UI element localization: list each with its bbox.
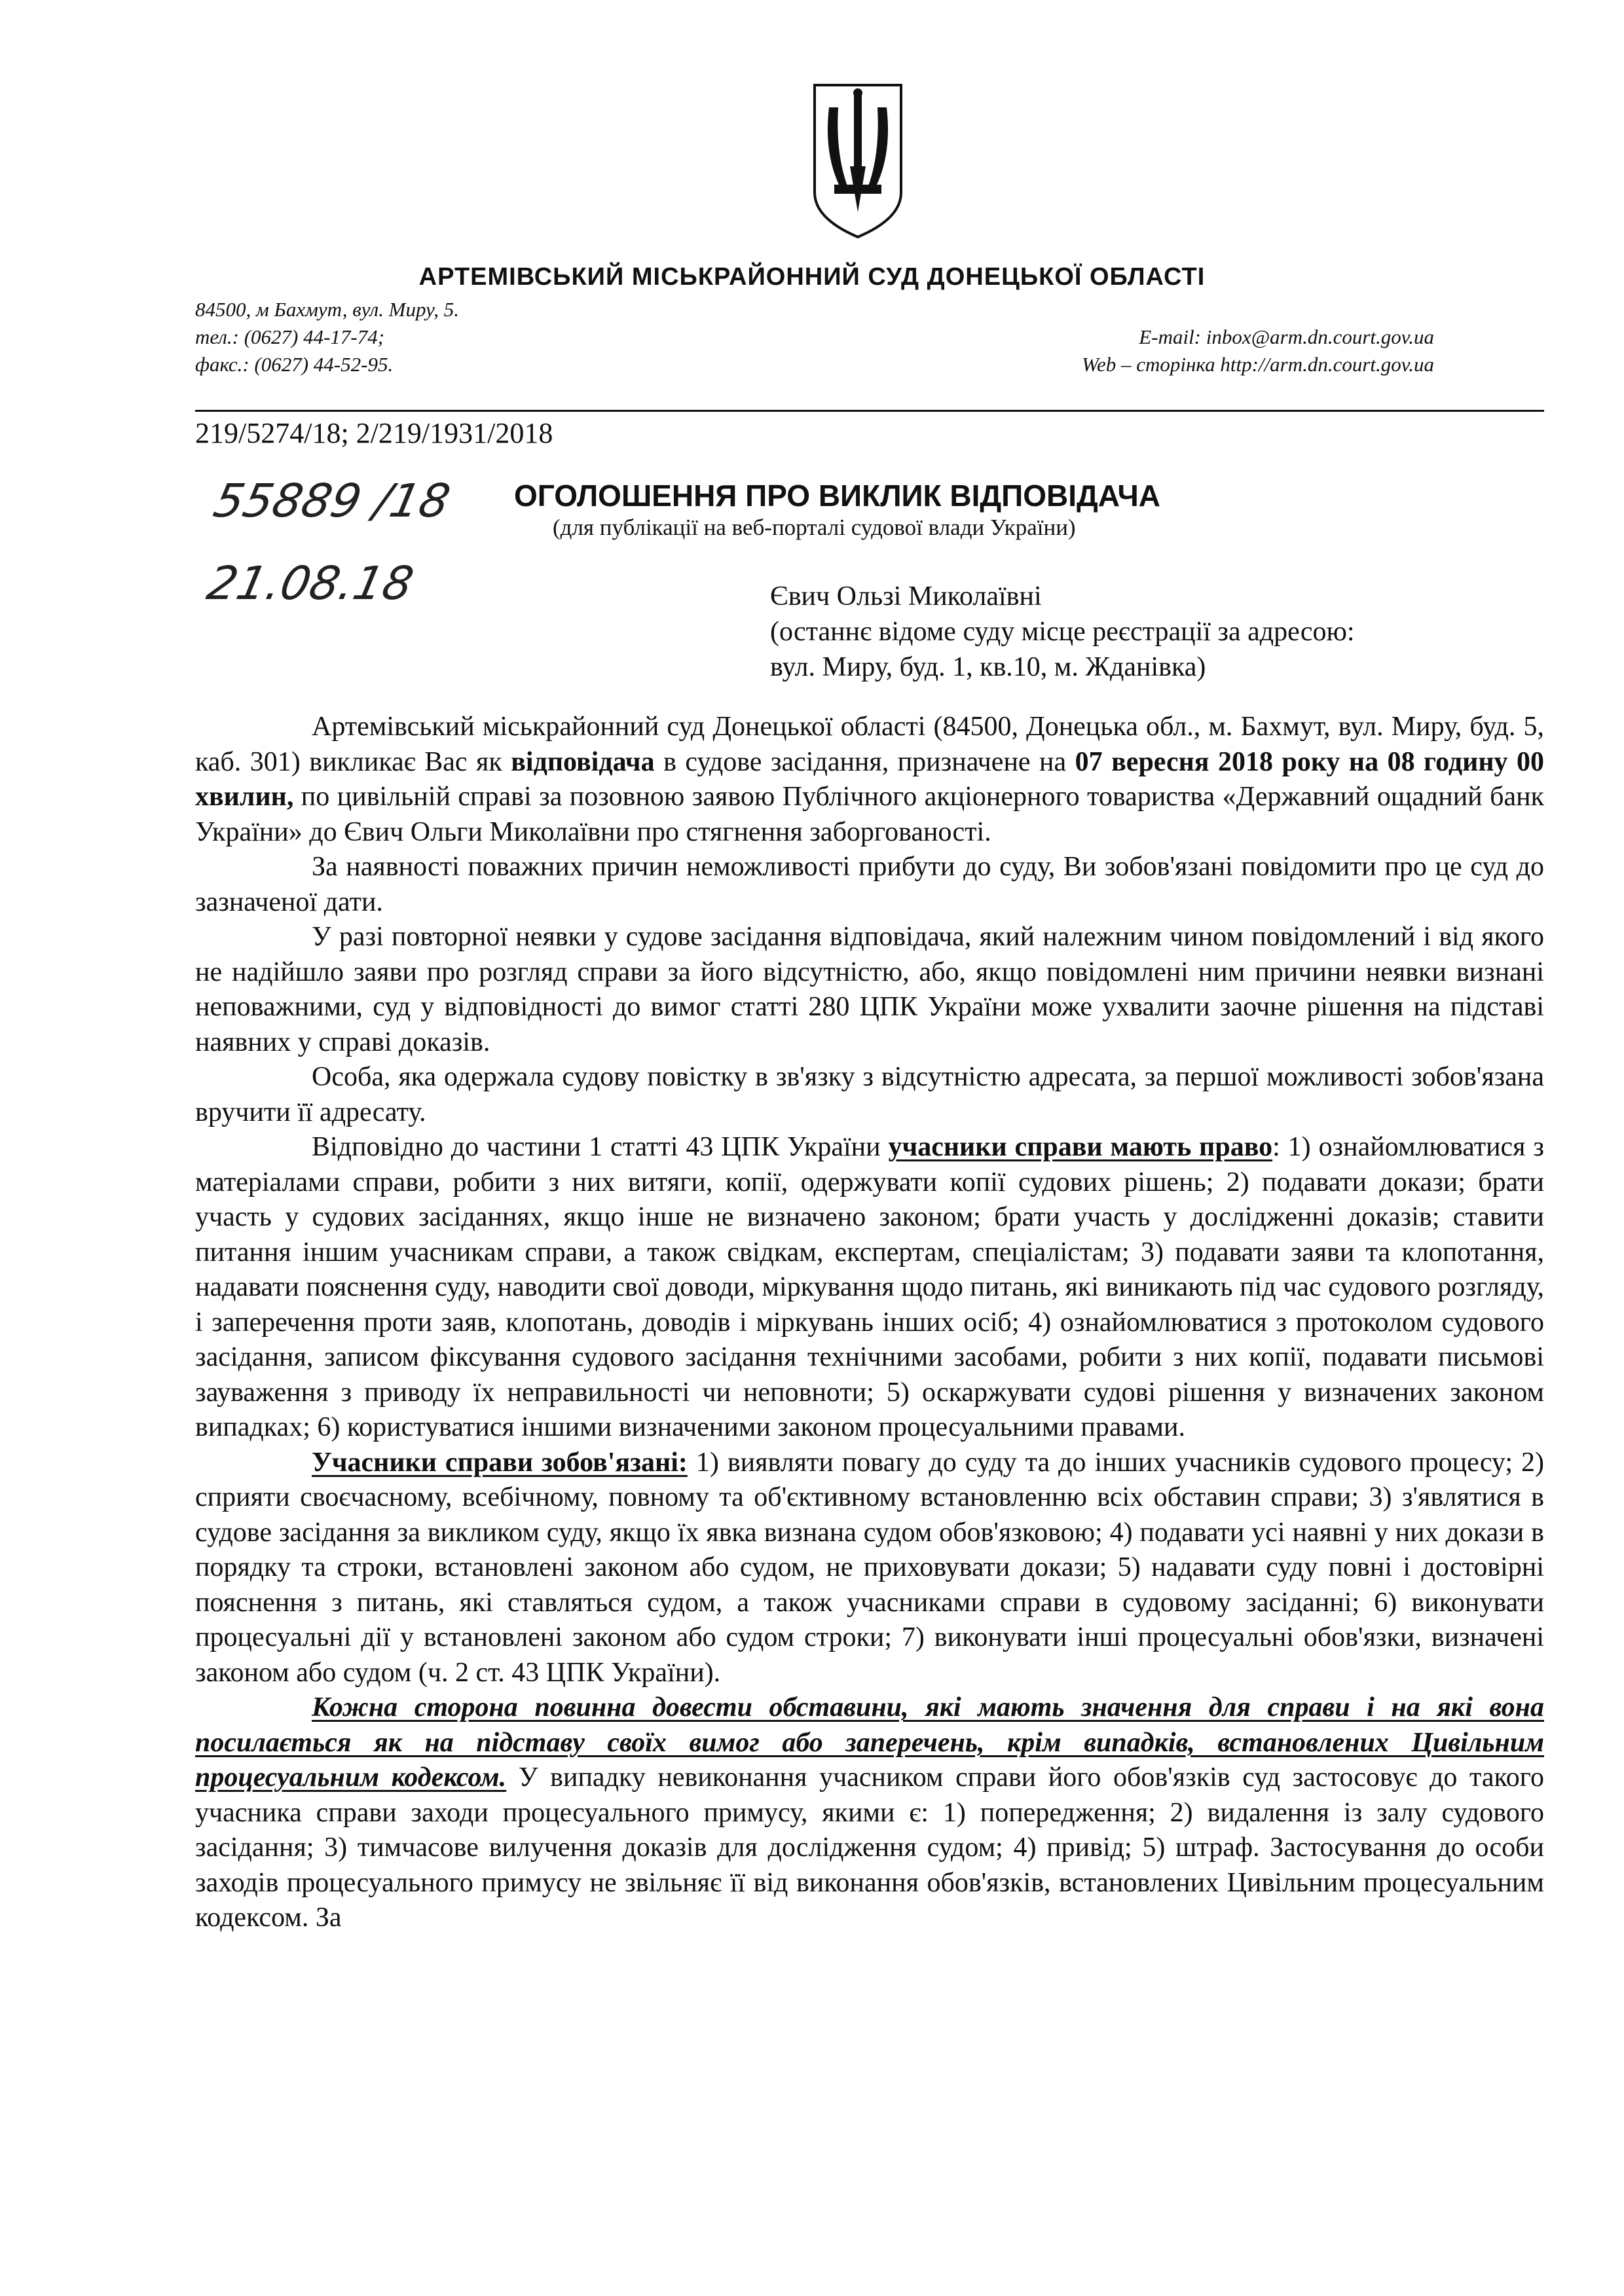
handwritten-registration-number: 55889 /18 (209, 474, 455, 528)
text-span: 1) виявляти повагу до суду та до інших учасників судового процесу; 2) сприяти своєчасному, всебічному, повному та об'єктивному встановленню всіх обставин справи; 3) з'являтися в судове засідання за викликом суду, якщо їх явка визнана судом обов'язковою; 4) подавати усі наявні у них докази в порядку та строки, встановлені законом або судом, не приховувати докази; 5) надавати суду повні і достовірні пояснення з питань, які ставляться судом, а також учасниками справи в судовому засіданні; 6) виконувати процесуальні дії у встановлені законом або судом строки; 7) виконувати інші процесуальні обов'язки, визначені законом або судом (ч. 2 ст. 43 ЦПК України). (195, 1447, 1544, 1688)
handwritten-date: 21.08.18 (202, 556, 418, 610)
duties-heading: Учасники справи зобов'язані: (312, 1447, 688, 1478)
coat-of-arms-icon (809, 81, 906, 240)
court-website: Web – сторінка http://arm.dn.court.gov.ua (1082, 353, 1434, 376)
case-numbers: 219/5274/18; 2/219/1931/2018 (195, 417, 553, 449)
court-fax: факс.: (0627) 44-52-95. (195, 353, 394, 376)
paragraph-summons-delivery: Особа, яка одержала судову повістку в зв'язку з відсутністю адресата, за першої можливості зобов'язана вручити її адресату. (195, 1062, 1544, 1127)
header-divider (195, 410, 1544, 412)
court-email: E-mail: inbox@arm.dn.court.gov.ua (1139, 325, 1434, 348)
addressee-block (770, 579, 1355, 685)
court-name: АРТЕМІВСЬКИЙ МІСЬКРАЙОННИЙ СУД ДОНЕЦЬКОЇ ОБЛАСТІ (418, 263, 1206, 291)
text-span: : 1) ознайомлюватися з матеріалами справи, робити з них витяги, копії, одержувати копії судових рішень; 2) подавати докази; брати участь у судових засіданнях, якщо інше не визначено законом; брати участь у дослідженні доказів; ставити питання іншим учасникам справи, а також свідкам, експертам, спеціалістам; 3) подавати заяви та клопотання, надавати пояснення суду, наводити свої доводи, міркування щодо питань, які виникають під час судового розгляду, і заперечення проти заяв, клопотань, доводів і міркувань інших осіб; 4) ознайомлюватися з протоколом судового засідання, записом фіксування судового засідання технічними засобами, робити з них копії, подавати письмові зауваження з приводу їх неправильності чи неповноти; 5) оскаржувати судові рішення у визначених законом випадках; 6) користуватися іншими визначеними законом процесуальними правами. (195, 1132, 1544, 1442)
paragraph-summons (195, 710, 1544, 850)
hearing-datetime: 07 вересня 2018 року на 08 годину 00 хвилин, (195, 746, 1544, 812)
text-span: Відповідно до частини 1 статті 43 ЦПК України (312, 1132, 889, 1162)
court-address: 84500, м Бахмут, вул. Миру, 5. (195, 298, 460, 321)
text-span: в судове засідання, призначене на (654, 746, 1075, 777)
notice-subtitle: (для публікації на веб-порталі судової влади України) (553, 515, 1076, 540)
court-contacts-left (195, 296, 459, 378)
paragraph-notify-duty: За наявності поважних причин неможливості прибути до суду, Ви зобов'язані повідомити про це суд до зазначеної дати. (195, 852, 1544, 917)
text-span-bold: відповідача (511, 746, 655, 777)
paragraph-participant-rights (195, 1130, 1544, 1446)
paragraph-default-judgment: У разі повторної неявки у судове засідання відповідача, який належним чином повідомлений і від якого не надійшло заяви про розгляд справи за його відсутністю, або, якщо повідомлені ним причини неявки визнані неповажними, суд у відповідності до вимог статті 280 ЦПК України може ухвалити заочне рішення на підставі наявних у справі доказів. (195, 922, 1544, 1057)
burden-of-proof-emphasis: Кожна сторона повинна довести обставини, які мають значення для справи і на які вона посилається як на підставу своїх вимог або заперечень, крім випадків, встановлених Цивільним процесуальним кодексом. (195, 1692, 1544, 1793)
paragraph-burden-of-proof (195, 1690, 1544, 1936)
notice-title: ОГОЛОШЕННЯ ПРО ВИКЛИК ВІДПОВІДАЧА (514, 479, 1161, 513)
addressee-address: вул. Миру, буд. 1, кв.10, м. Жданівка) (770, 652, 1206, 682)
paragraph-participant-duties (195, 1446, 1544, 1691)
text-span: Артемівський міськрайонний суд Донецької області (84500, Донецька обл., м. Бахмут, вул. Миру, буд. 5, каб. 301) викликає Вас як (195, 712, 1544, 777)
addressee-address-note: (останнє відоме суду місце реєстрації за адресою: (770, 617, 1355, 647)
rights-heading: учасники справи мають право (888, 1132, 1273, 1162)
notice-body (195, 710, 1544, 1936)
text-span: по цивільній справі за позовною заявою Публічного акціонерного товариства «Державний ощадний банк України» до Євич Ольги Миколаївни про стягнення заборгованості. (195, 782, 1544, 847)
court-phone: тел.: (0627) 44-17-74; (195, 325, 385, 348)
text-span: У випадку невиконання учасником справи його обов'язків суд застосовує до такого учасника справи заходи процесуального примусу, якими є: 1) попередження; 2) видалення із залу судового засідання; 3) тимчасове вилучення доказів для дослідження судом; 4) привід; 5) штраф. Застосування до особи заходів процесуального примусу не звільняє її від виконання обов'язків, встановлених Цивільним процесуальним кодексом. За (195, 1762, 1544, 1933)
court-contacts-right (1082, 323, 1434, 378)
addressee-name: Євич Ользі Миколаївні (770, 581, 1042, 611)
